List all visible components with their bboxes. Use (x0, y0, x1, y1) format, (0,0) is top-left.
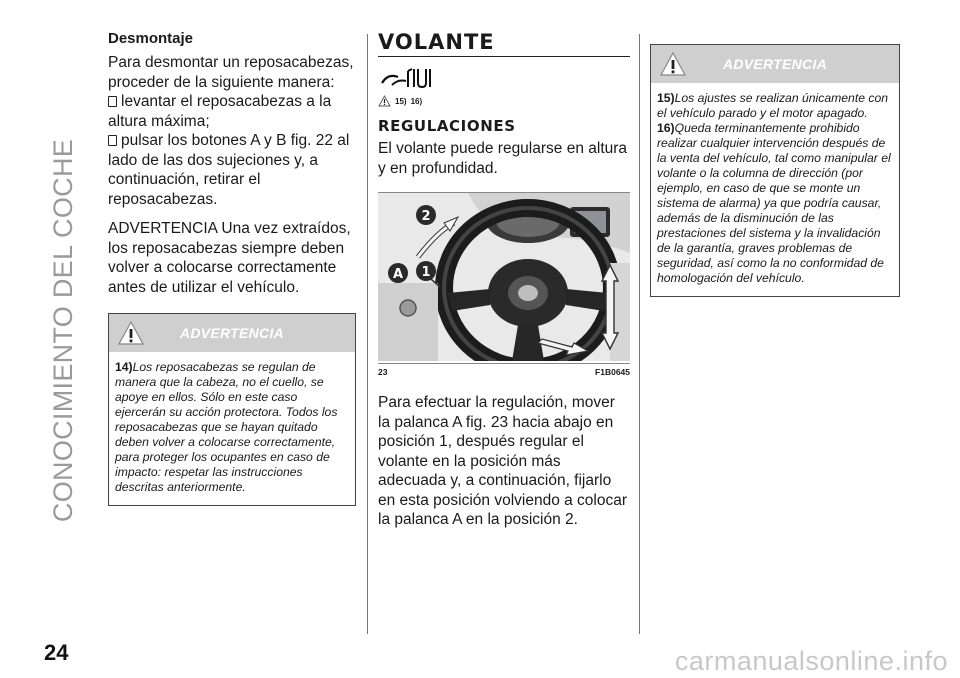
note-text: ADVERTENCIA Una vez extraídos, los reposacabezas siempre deben volver a colocarse correctamente antes de utilizar el vehículo. (108, 220, 351, 296)
warning-header (109, 314, 355, 352)
warning-label: ADVERTENCIA (179, 325, 285, 341)
warning-item (657, 121, 893, 286)
warning-triangle-icon (378, 95, 391, 107)
bullet-box-icon (108, 135, 117, 146)
warning-item (115, 360, 349, 495)
column-right (650, 44, 900, 297)
figure-label-two: 2 (421, 209, 431, 224)
reference-number: 15) (395, 96, 407, 106)
warning-body (651, 83, 899, 296)
subtitle-regulaciones: REGULACIONES (378, 117, 516, 135)
warning-triangle-icon (659, 51, 687, 77)
warning-item-number: 15) (657, 91, 675, 105)
figure-number: 23 (378, 367, 388, 377)
column-divider (639, 34, 640, 634)
column-left (108, 30, 356, 506)
heading-desmontaje: Desmontaje (108, 30, 194, 47)
figure-steering-wheel-illustration (378, 193, 630, 361)
section-side-title-text: CONOCIMIENTO DEL COCHE (48, 138, 79, 522)
section-side-title (44, 30, 84, 630)
warning-item-number: 16) (657, 121, 675, 135)
figure-code: F1B0645 (595, 367, 630, 377)
reference-number: 16) (410, 96, 423, 106)
warning-triangle-icon (117, 320, 145, 346)
warning-item-text: Los ajustes se realizan únicamente con el vehículo parado y el motor apagado. (657, 91, 889, 120)
warning-label: ADVERTENCIA (722, 56, 828, 72)
bullet-text: pulsar los botones A y B fig. 22 al lado de las dos sujeciones y, a continuación, retirar el reposacabezas. (108, 132, 350, 208)
warning-box (108, 313, 356, 506)
bullet-text: levantar el reposacabezas a la altura máxima; (108, 93, 332, 130)
steering-wheel-adjust-icon (378, 65, 434, 91)
column-middle (378, 30, 630, 530)
warning-item (657, 91, 893, 121)
page-number: 24 (44, 640, 69, 665)
column-divider (367, 34, 368, 634)
figure-label-one: 1 (421, 265, 431, 280)
figure-label-a: A (392, 267, 404, 282)
bullet-box-icon (108, 96, 117, 107)
figure-steering-adjust (378, 192, 630, 364)
warning-item-text: Queda terminantemente prohibido realizar cualquier intervención después de la venta del vehículo, tal como manipular el volante o la columna de dirección (por ejemplo, en caso de que se monte un sistema de alarma) ya que podría causar, además de la disminución de las prestaciones del sistema y la invalidación de la garantía, graves problemas de seguridad, así como la no conformidad de homologación del vehículo. (657, 121, 891, 285)
warning-item-text: Los reposacabezas se regulan de manera que la cabeza, no el cuello, se apoye en ellos. Sólo en este caso ejercerán su acción protectora. Todos los reposacabezas que se hayan quitado deben volver a colocarse correctamente, para proteger los ocupantes en caso de impacto: respetar las instrucciones descritas anteriormente. (115, 360, 338, 494)
warning-header (651, 45, 899, 83)
intro-text: Para desmontar un reposacabezas, proceder de la siguiente manera: (108, 54, 354, 91)
body-text: Para efectuar la regulación, mover la palanca A fig. 23 hacia abajo en posición 1, después regular el volante en la posición más adecuada y, a continuación, fijarlo en esta posición volviendo a colocar la palanca A en la posición 2. (378, 394, 628, 528)
section-title-volante: VOLANTE (378, 30, 630, 57)
figure-caption (378, 367, 630, 377)
warning-box (650, 44, 900, 297)
warning-body (109, 352, 355, 505)
watermark: carmanualsonline.info (674, 646, 948, 676)
warning-item-number: 14) (115, 360, 133, 374)
bullet-item (108, 131, 356, 209)
intro-text: El volante puede regularse en altura y en profundidad. (378, 140, 628, 177)
icon-row (378, 65, 630, 91)
reference-row (378, 95, 630, 107)
bullet-item (108, 92, 356, 131)
